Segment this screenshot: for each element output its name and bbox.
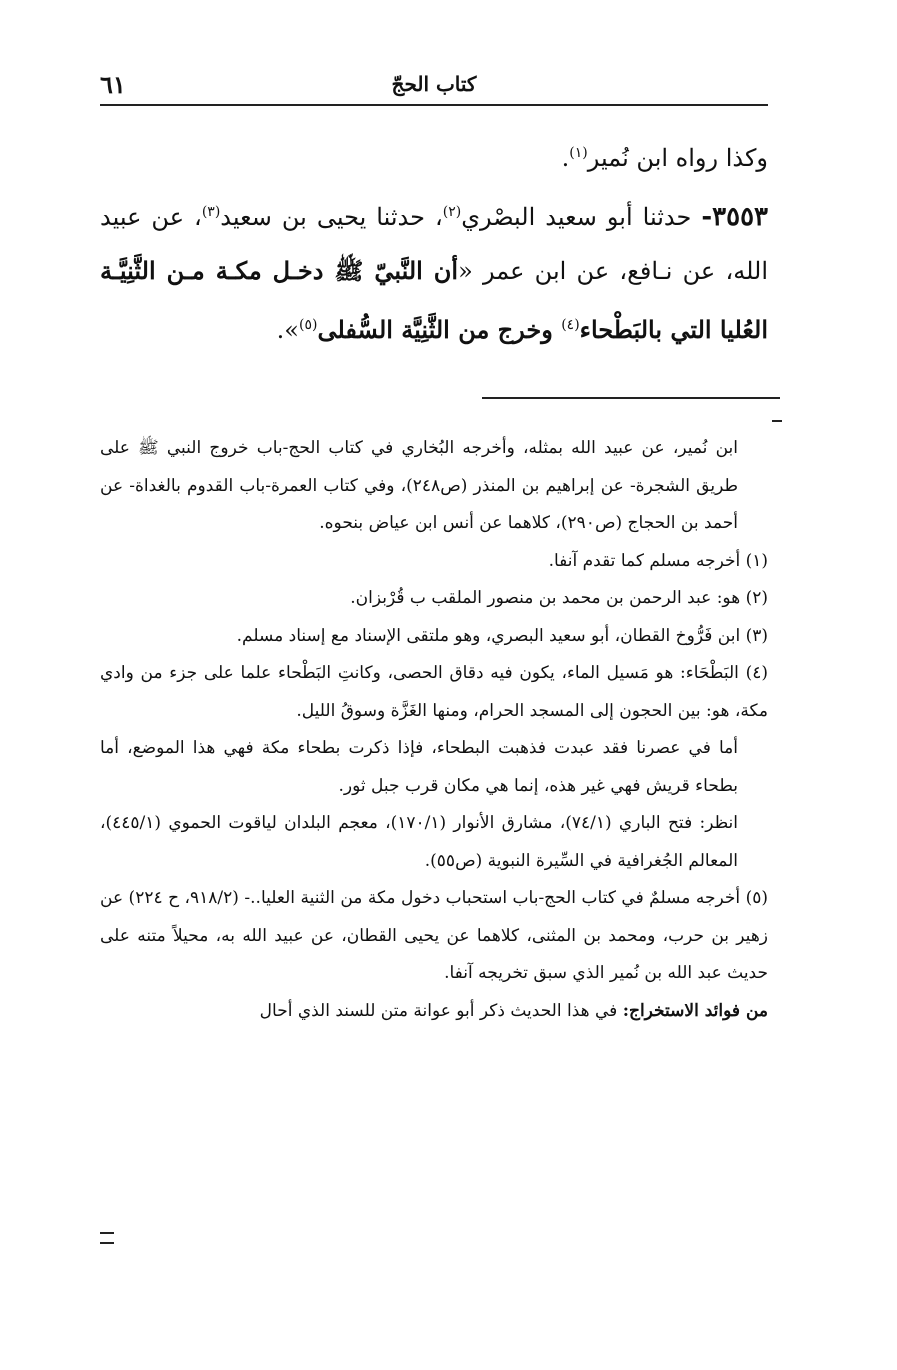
page-header [100,66,768,106]
benefits-paragraph [100,993,768,1031]
footnote-ref-2: (٢) [442,204,462,220]
footnote-4-paragraph-2: أما في عصرنا فقد عبدت فذهبت البطحاء، فإذا ذكرت بطحاء مكة فهي هذا الموضع، أما بطحاء قريش فهي غير هذه، إنما هي مكان قرب جبل ثور. [100,738,738,796]
footnote-separator [482,397,780,399]
footnote-2: (٢) هو: عبد الرحمن بن محمد بن منصور الملقب ب قُرْبزان. [350,588,768,608]
main-text [100,126,768,357]
continuation-mark [772,420,782,422]
matn-end: ». [276,316,299,344]
matn-part-2: وخرج من الثَّنِيَّة السُّفلى [317,315,562,344]
hadith-paragraph [100,185,768,357]
footnote-ref-1: (١) [569,145,588,161]
running-title: كتاب الحجّ [391,72,477,96]
isnad-part-1: حدثنا أبو سعيد البصْري [461,203,702,231]
footnote-4: (٤) البَطْحَاء: هو مَسيل الماء، يكون فيه دقاق الحصى، وكانتِ البَطْحاء علما على جزء من وادي مكة، هو: بين الحجون إلى المسجد الحرام، ومنها الغَزَّة وسوقُ الليل. [100,663,768,721]
page-number: ٦١ [100,70,126,99]
footnote-4-paragraph-3: انظر: فتح الباري (٧٤/١)، مشارق الأنوار (١٧٠/١)، معجم البلدان لياقوت الحموي (٤٤٥/١)، المعالم الجُغرافية في السِّيرة النبوية (ص٥٥). [100,813,738,871]
footnote-3: (٣) ابن فَرُّوخ القطان، أبو سعيد البصري، وهو ملتقى الإسناد مع إسناد مسلم. [236,625,768,646]
footnote-ref-3: (٣) [201,204,221,220]
footnote-5: (٥) أخرجه مسلمٌ في كتاب الحج-باب استحباب دخول مكة من الثنية العليا..- (٩١٨/٢، ح ٢٢٤) عن زهير بن حرب، ومحمد بن المثنى، كلاهما عن يحيى القطان، عن عبيد الله به، محيلاً متنه على حديث عبد الله بن نُمير الذي سبق تخريجه آنفا. [100,888,768,983]
footnote-1: (١) أخرجه مسلم كما تقدم آنفا. [548,550,768,571]
line-end: . [561,144,570,172]
isnad-part-3: ، عن عبيد الله، عن نـافع، عن ابن عمر « [100,203,769,285]
footnotes [100,430,768,1030]
benefits-text: في هذا الحديث ذكر أبو عوانة متن للسند الذي أحال [259,1000,623,1021]
footnote-ref-4: (٤) [561,317,580,333]
footnote-continuation: ابن نُمير، عن عبيد الله بمثله، وأخرجه البُخاري في كتاب الحج-باب خروج النبي ﷺ على طريق الشجرة- عن إبراهيم بن المنذر (ص٢٤٨)، وفي كتاب العمرة-باب القدوم بالغداة- عن أحمد بن الحجاج (ص٢٩٠)، كلاهما عن أنس ابن عياض بنحوه. [100,438,739,533]
hadith-number: ٣٥٥٣- [701,202,768,232]
footnote-ref-5: (٥) [298,317,318,333]
narration-note-text: وكذا رواه ابن نُمير [587,144,768,172]
isnad-part-2: ، حدثنا يحيى بن سعيد [220,203,443,231]
matn-part-1: أن النَّبيّ ﷺ دخـل مكـة مـن الثَّنِيَّـة العُليا التي بالبَطْحاء [100,256,768,344]
main-line-1 [100,126,768,185]
continuation-equals-mark [100,1232,114,1244]
benefits-label: من فوائد الاستخراج: [622,1000,768,1021]
